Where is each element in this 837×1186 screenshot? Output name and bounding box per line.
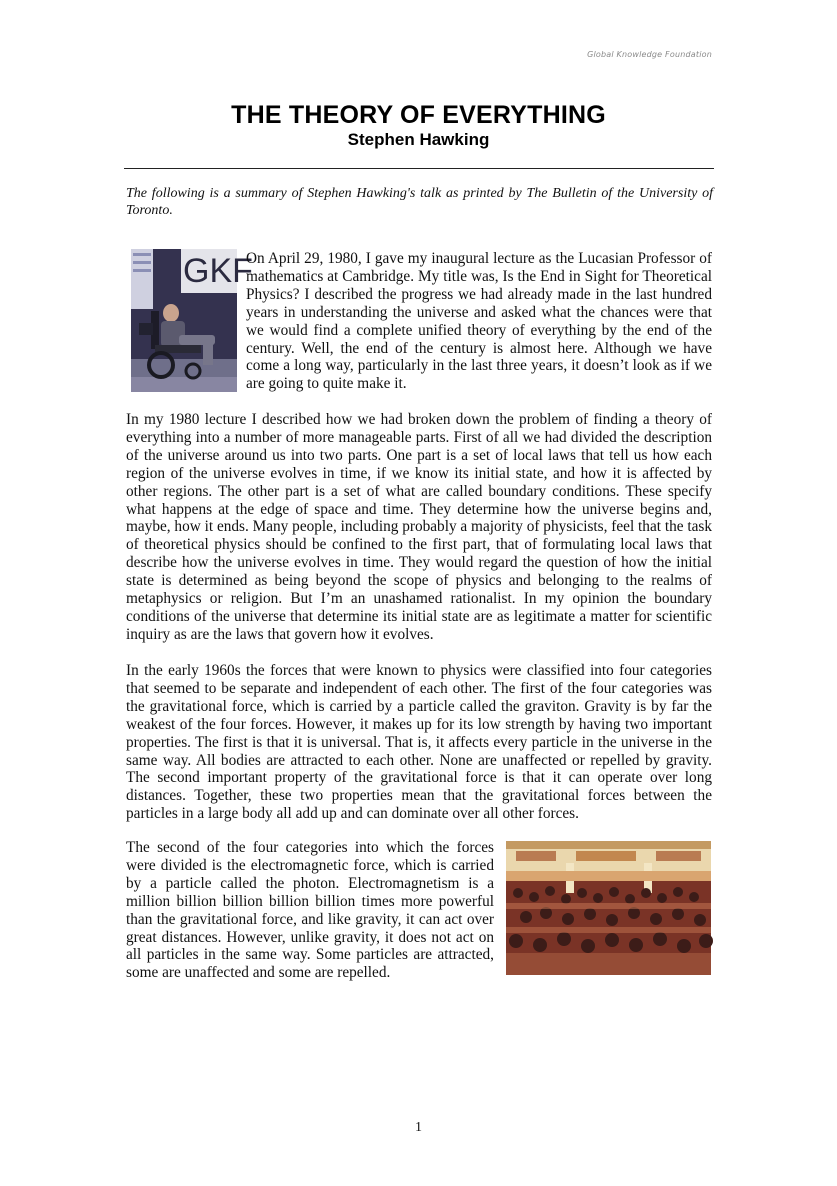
paragraph-1: On April 29, 1980, I gave my inaugural lecture as the Lucasian Professor of mathematics at Cambridge. My title was, Is the End in Sight for Theoretical Physics? I described the progress we had already made in the last hundred years in understanding the universe and asked what the chances were that we would find a complete unified theory of everything by the end of the century. Well, the end of the century is almost here. Although we have come a long way, particularly in the last three years, it doesn’t look as if we are going to quite make it. bbox=[246, 250, 712, 393]
photo-banner-letters: GKF bbox=[183, 252, 253, 290]
lecture-audience-photo bbox=[506, 841, 711, 975]
header-organization: Global Knowledge Foundation bbox=[587, 50, 712, 59]
page-number: 1 bbox=[415, 1120, 422, 1135]
title-divider bbox=[124, 168, 714, 169]
hawking-wheelchair-photo bbox=[131, 249, 253, 392]
paragraph-3: In the early 1960s the forces that were known to physics were classified into four categories that seemed to be separate and independent of each other. The first of the four categories was the gravitational force, which is carried by a particle called the graviton. Gravity is by far the weakest of the four forces. However, it makes up for its low strength by having two important properties. The first is that it is universal. That is, it affects every particle in the universe in the same way. All bodies are attracted to each other. None are unaffected or repelled by gravity. The second important property of the gravitational force is that it can operate over long distances. Together, these two properties mean that the gravitational forces between the particles in a large body all add up and can dominate over all other forces. bbox=[126, 662, 712, 823]
intro-summary: The following is a summary of Stephen Hawking's talk as printed by The Bulletin of the University of Toronto. bbox=[126, 186, 713, 218]
paragraph-4: The second of the four categories into which the forces were divided is the electromagnetic force, which is carried by a particle called the photon. Electromagnetism is a million billion billion billion billion times more powerful than the gravitational force, and like gravity, it can act over great distances. However, unlike gravity, it does not act on all particles in the same way. Some particles are attracted, some are unaffected and some are repelled. bbox=[126, 839, 494, 982]
paragraph-2: In my 1980 lecture I described how we had broken down the problem of finding a theory of everything into a number of more manageable parts. First of all we had divided the description of the universe around us into two parts. One part is a set of local laws that tell us how each region of the universe evolves in time, if we know its initial state, and how it is affected by other regions. The other part is a set of what are called boundary conditions. These specify what happens at the edge of space and time. They determine how the universe begins and, maybe, how it ends. Many people, including probably a majority of physicists, feel that the task of theoretical physics should be confined to the first part, that of formulating local laws that describe how the universe evolves in time. They would regard the question of how the initial state is determined as being beyond the scope of physics and belonging to the realms of metaphysics or religion. But I’m an unashamed rationalist. In my opinion the boundary conditions of the universe that determine its initial state are as legitimate a matter for scientific inquiry as are the laws that govern how it evolves. bbox=[126, 411, 712, 643]
document-title: THE THEORY OF EVERYTHING bbox=[231, 101, 606, 129]
document-author: Stephen Hawking bbox=[347, 130, 490, 149]
